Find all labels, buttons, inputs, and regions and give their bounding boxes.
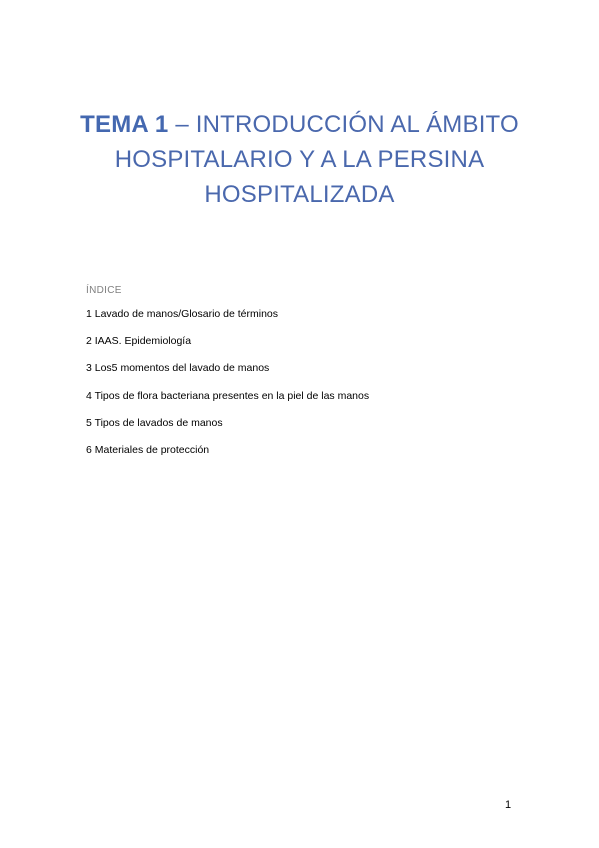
toc-item: 6 Materiales de protección bbox=[86, 443, 210, 456]
title-text: – INTRODUCCIÓN AL ÁMBITO HOSPITALARIO Y A LA PERSINA HOSPITALIZADA bbox=[114, 111, 519, 208]
toc-item: 4 Tipos de flora bacteriana presentes en la piel de las manos bbox=[86, 389, 370, 402]
document-title bbox=[60, 107, 539, 212]
page-number: 1 bbox=[505, 799, 512, 811]
toc-item: 5 Tipos de lavados de manos bbox=[86, 416, 223, 429]
title-topic-number: TEMA 1 bbox=[80, 111, 169, 138]
index-heading: ÍNDICE bbox=[86, 285, 122, 296]
toc-item: 2 IAAS. Epidemiología bbox=[86, 335, 192, 348]
toc-item: 1 Lavado de manos/Glosario de términos bbox=[86, 308, 279, 320]
table-of-contents bbox=[86, 307, 526, 470]
toc-item: 3 Los5 momentos del lavado de manos bbox=[86, 362, 270, 375]
